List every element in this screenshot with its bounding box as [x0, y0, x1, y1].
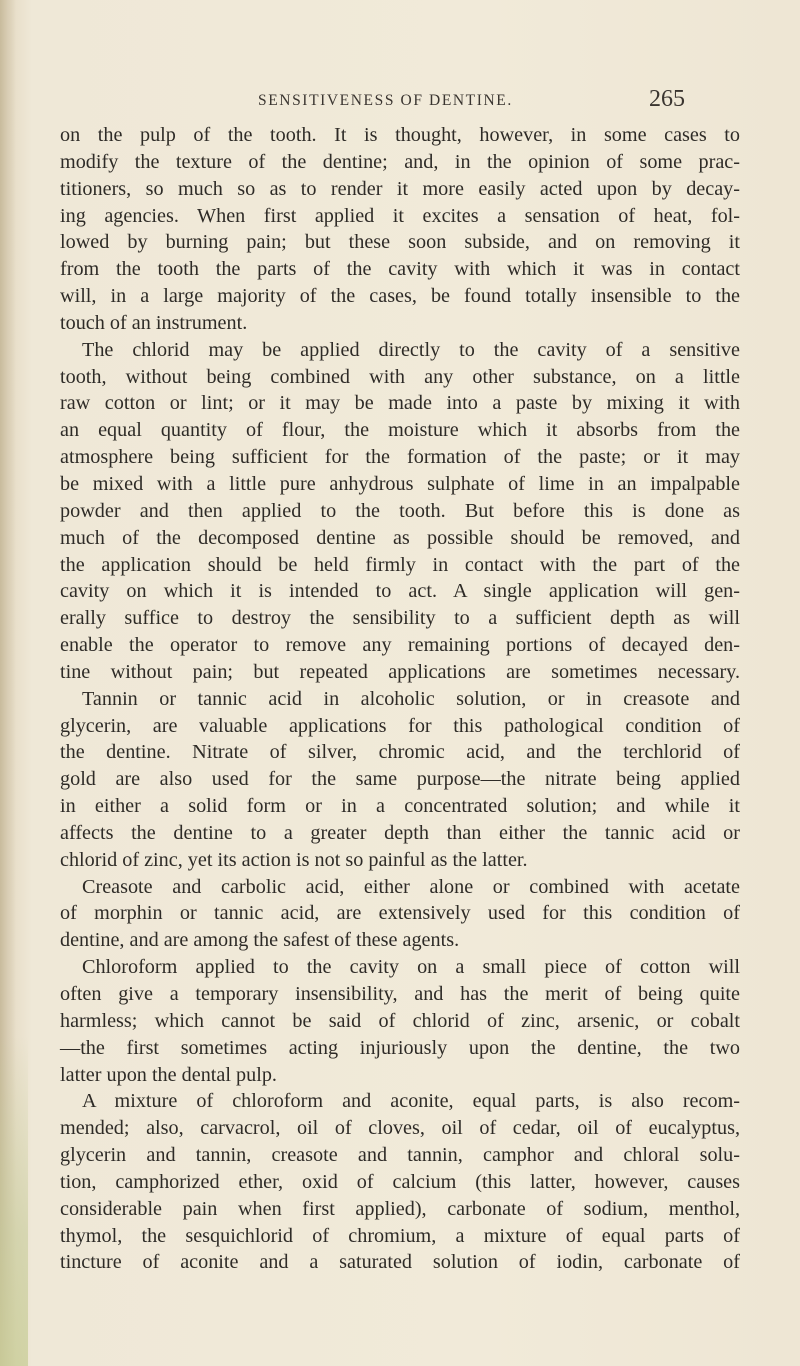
- text-line: harmless; which cannot be said of chlorid of zinc, arsenic, or cobalt: [60, 1009, 740, 1032]
- text-line: often give a temporary insensibility, and has the merit of being quite: [60, 983, 740, 1005]
- text-line: Chloroform applied to the cavity on a small piece of cotton will: [82, 956, 740, 979]
- text-line: ing agencies. When first applied it excites a sensation of heat, fol-: [60, 204, 740, 227]
- text-line: lowed by burning pain; but these soon subside, and on removing it: [60, 231, 740, 254]
- text-line: Tannin or tannic acid in alcoholic solution, or in creasote and: [82, 687, 740, 710]
- text-line: —the first sometimes acting injuriously upon the dentine, the two: [60, 1036, 740, 1059]
- text-line: mended; also, carvacrol, oil of cloves, oil of cedar, oil of eucalyptus,: [60, 1117, 740, 1140]
- text-line: A mixture of chloroform and aconite, equal parts, is also recom-: [82, 1090, 740, 1113]
- text-line: considerable pain when first applied), carbonate of sodium, menthol,: [60, 1197, 740, 1220]
- text-line: gold are also used for the same purpose—the nitrate being applied: [60, 768, 740, 791]
- text-line: on the pulp of the tooth. It is thought, however, in some cases to: [60, 124, 740, 146]
- text-line: glycerin, are valuable applications for this pathological condition of: [60, 714, 740, 737]
- text-line: much of the decomposed dentine as possible should be removed, and: [60, 526, 740, 549]
- text-line: touch of an instrument.: [60, 311, 248, 334]
- text-line: enable the operator to remove any remaining portions of decayed den-: [60, 634, 740, 657]
- text-line: the application should be held firmly in contact with the part of the: [60, 553, 740, 576]
- text-line: affects the dentine to a greater depth than either the tannic acid or: [60, 821, 740, 844]
- text-line: glycerin and tannin, creasote and tannin, camphor and chloral solu-: [60, 1144, 740, 1167]
- text-line: cavity on which it is intended to act. A single application will gen-: [60, 580, 740, 603]
- page-edge-discoloration: [0, 1036, 28, 1366]
- text-line: latter upon the dental pulp.: [60, 1063, 277, 1086]
- page-number: 265: [649, 86, 685, 112]
- text-line: thymol, the sesquichlorid of chromium, a mixture of equal parts of: [60, 1224, 740, 1247]
- text-line: an equal quantity of flour, the moisture which it absorbs from the: [60, 419, 740, 442]
- text-line: from the tooth the parts of the cavity with which it was in contact: [60, 258, 740, 281]
- text-line: the dentine. Nitrate of silver, chromic acid, and the terchlorid of: [60, 741, 740, 764]
- text-line: tine without pain; but repeated applications are sometimes necessary.: [60, 660, 740, 683]
- text-line: modify the texture of the dentine; and, in the opinion of some prac-: [60, 150, 740, 173]
- text-line: tooth, without being combined with any other substance, on a little: [60, 365, 740, 388]
- text-line: Creasote and carbolic acid, either alone or combined with acetate: [82, 875, 740, 898]
- text-line: erally suffice to destroy the sensibility to a sufficient depth as will: [60, 607, 740, 630]
- text-line: powder and then applied to the tooth. But before this is done as: [60, 499, 740, 522]
- text-line: of morphin or tannic acid, are extensively used for this condition of: [60, 902, 740, 925]
- text-line: tion, camphorized ether, oxid of calcium (this latter, however, causes: [60, 1170, 740, 1193]
- running-title: SENSITIVENESS OF DENTINE.: [258, 92, 513, 109]
- text-line: tincture of aconite and a saturated solution of iodin, carbonate of: [60, 1251, 740, 1274]
- text-line: The chlorid may be applied directly to the cavity of a sensitive: [82, 338, 740, 361]
- running-header: [0, 78, 800, 112]
- text-line: titioners, so much so as to render it more easily acted upon by decay-: [60, 177, 740, 200]
- text-line: dentine, and are among the safest of these agents.: [60, 929, 460, 952]
- text-line: atmosphere being sufficient for the formation of the paste; or it may: [60, 446, 740, 469]
- body-text: [60, 122, 740, 1276]
- text-line: will, in a large majority of the cases, be found totally insensible to the: [60, 285, 740, 308]
- text-line: chlorid of zinc, yet its action is not so painful as the latter.: [60, 848, 528, 871]
- text-line: in either a solid form or in a concentrated solution; and while it: [60, 795, 740, 818]
- text-line: be mixed with a little pure anhydrous sulphate of lime in an impalpable: [60, 472, 740, 495]
- text-line: raw cotton or lint; or it may be made into a paste by mixing it with: [60, 392, 740, 415]
